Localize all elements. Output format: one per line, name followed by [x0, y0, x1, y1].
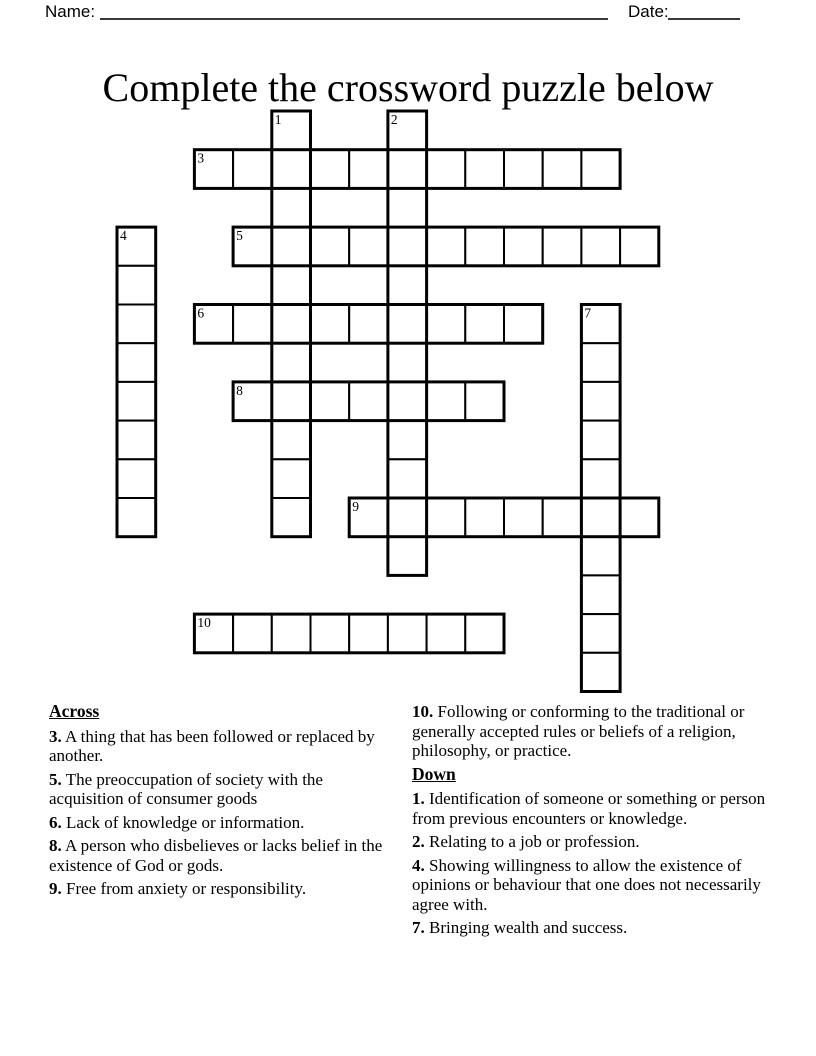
across-heading: Across [49, 701, 100, 721]
grid-cell[interactable] [465, 614, 504, 653]
clue-4: 4. Showing willingness to allow the existence of opinions or behaviour that one does not necessarily agree with. [412, 855, 761, 914]
grid-number-1: 1 [274, 112, 282, 127]
name-label: Name: [45, 2, 96, 21]
clue-7: 7. Bringing wealth and success. [412, 918, 628, 937]
clue-9: 9. Free from anxiety or responsibility. [49, 879, 307, 898]
clue-number: 8. [49, 836, 62, 855]
grid-cell[interactable] [581, 653, 620, 692]
grid-cell[interactable] [349, 150, 388, 189]
clue-number: 1. [412, 789, 425, 808]
grid-cell[interactable] [388, 614, 427, 653]
grid-cell[interactable] [388, 382, 427, 421]
grid-cell[interactable] [272, 382, 311, 421]
grid-number-10: 10 [197, 615, 211, 631]
grid-cell[interactable] [349, 382, 388, 421]
grid-cell[interactable] [581, 614, 620, 653]
grid-cell[interactable] [543, 498, 582, 537]
grid-cell[interactable] [272, 498, 311, 537]
grid-cell[interactable] [581, 382, 620, 421]
grid-cell[interactable] [427, 382, 466, 421]
grid-cell[interactable] [272, 227, 311, 266]
grid-cell[interactable] [504, 150, 543, 189]
grid-cell[interactable] [427, 498, 466, 537]
grid-cell[interactable] [427, 305, 466, 344]
grid-cell[interactable] [427, 227, 466, 266]
grid-number-4: 4 [120, 228, 127, 244]
grid-cell[interactable] [272, 459, 311, 498]
grid-cell[interactable] [581, 575, 620, 614]
clue-number: 7. [412, 918, 425, 937]
grid-cell[interactable] [465, 150, 504, 189]
grid-cell[interactable] [272, 614, 311, 653]
grid-cell[interactable] [311, 382, 350, 421]
clue-number: 5. [49, 769, 62, 789]
grid-cell[interactable] [504, 498, 543, 537]
grid-cell[interactable] [581, 227, 620, 266]
grid-cell[interactable] [117, 305, 156, 344]
clue-1: 1. Identification of someone or something or person from previous encounters or knowledge. [412, 789, 766, 828]
grid-cell[interactable] [388, 266, 427, 305]
grid-cell[interactable] [117, 459, 156, 498]
clue-number: 6. [49, 812, 62, 832]
down-heading: Down [412, 763, 456, 784]
clue-5: 5. The preoccupation of society with the acquisition of consumer goods [49, 769, 323, 808]
grid-cell[interactable] [581, 537, 620, 576]
grid-cell[interactable] [272, 343, 311, 382]
grid-cell[interactable] [311, 614, 350, 653]
clue-3: 3. A thing that has been followed or replaced by another. [49, 726, 375, 765]
grid-number-8: 8 [236, 382, 243, 398]
grid-cell[interactable] [427, 150, 466, 189]
grid-cell[interactable] [465, 305, 504, 344]
grid-cell[interactable] [427, 614, 466, 653]
grid-cell[interactable] [388, 150, 427, 189]
grid-cell[interactable] [543, 150, 582, 189]
grid-cell[interactable] [388, 498, 427, 537]
date-label: Date: [628, 2, 669, 21]
grid-cell[interactable] [543, 227, 582, 266]
grid-cell[interactable] [272, 150, 311, 189]
grid-cell[interactable] [581, 150, 620, 189]
page-title: Complete the crossword puzzle below [102, 64, 714, 110]
grid-number-2: 2 [390, 112, 398, 127]
grid-cell[interactable] [465, 498, 504, 537]
clue-6: 6. Lack of knowledge or information. [49, 812, 305, 832]
grid-cell[interactable] [504, 305, 543, 344]
grid-cell[interactable] [620, 498, 659, 537]
grid-number-9: 9 [352, 499, 359, 514]
grid-cell[interactable] [388, 227, 427, 266]
grid-cell[interactable] [349, 305, 388, 344]
grid-cell[interactable] [581, 459, 620, 498]
grid-cell[interactable] [581, 421, 620, 460]
grid-cell[interactable] [388, 421, 427, 460]
clue-10: 10. Following or conforming to the traditional or generally accepted rules or beliefs of a religion, philosophy, or practice. [412, 702, 745, 760]
grid-cell[interactable] [117, 498, 156, 537]
clue-2: 2. Relating to a job or profession. [412, 832, 640, 851]
grid-cell[interactable] [465, 227, 504, 266]
grid-cell[interactable] [620, 227, 659, 266]
clue-number: 2. [412, 832, 425, 851]
grid-cell[interactable] [388, 188, 427, 227]
grid-number-7: 7 [584, 305, 592, 321]
clue-number: 3. [49, 726, 62, 746]
grid-cell[interactable] [388, 305, 427, 344]
grid-number-5: 5 [236, 228, 243, 244]
grid-cell[interactable] [388, 537, 427, 576]
clue-number: 4. [412, 855, 425, 875]
grid-number-6: 6 [197, 305, 205, 321]
clue-number: 10. [412, 702, 434, 721]
grid-cell[interactable] [311, 227, 350, 266]
grid-cell[interactable] [117, 343, 156, 382]
grid-cell[interactable] [388, 459, 427, 498]
grid-cell[interactable] [272, 421, 311, 460]
grid-cell[interactable] [388, 343, 427, 382]
clue-8: 8. A person who disbelieves or lacks belief in the existence of God or gods. [49, 836, 383, 875]
grid-number-3: 3 [197, 150, 205, 166]
grid-cell[interactable] [117, 266, 156, 305]
grid-cell[interactable] [117, 382, 156, 421]
clues-column-left [49, 702, 395, 903]
clues-column-right [412, 702, 782, 942]
grid-cell[interactable] [233, 614, 272, 653]
grid-cell[interactable] [349, 227, 388, 266]
grid-cell[interactable] [272, 266, 311, 305]
grid-cell[interactable] [272, 305, 311, 344]
grid-cell[interactable] [581, 343, 620, 382]
grid-cell[interactable] [272, 188, 311, 227]
grid-cell[interactable] [233, 150, 272, 189]
grid-cell[interactable] [311, 305, 350, 344]
clue-number: 9. [49, 879, 62, 898]
grid-cell[interactable] [504, 227, 543, 266]
grid-cell[interactable] [117, 421, 156, 460]
grid-cell[interactable] [581, 498, 620, 537]
grid-cell[interactable] [465, 382, 504, 421]
grid-cell[interactable] [311, 150, 350, 189]
grid-cell[interactable] [349, 614, 388, 653]
grid-cell[interactable] [233, 305, 272, 344]
